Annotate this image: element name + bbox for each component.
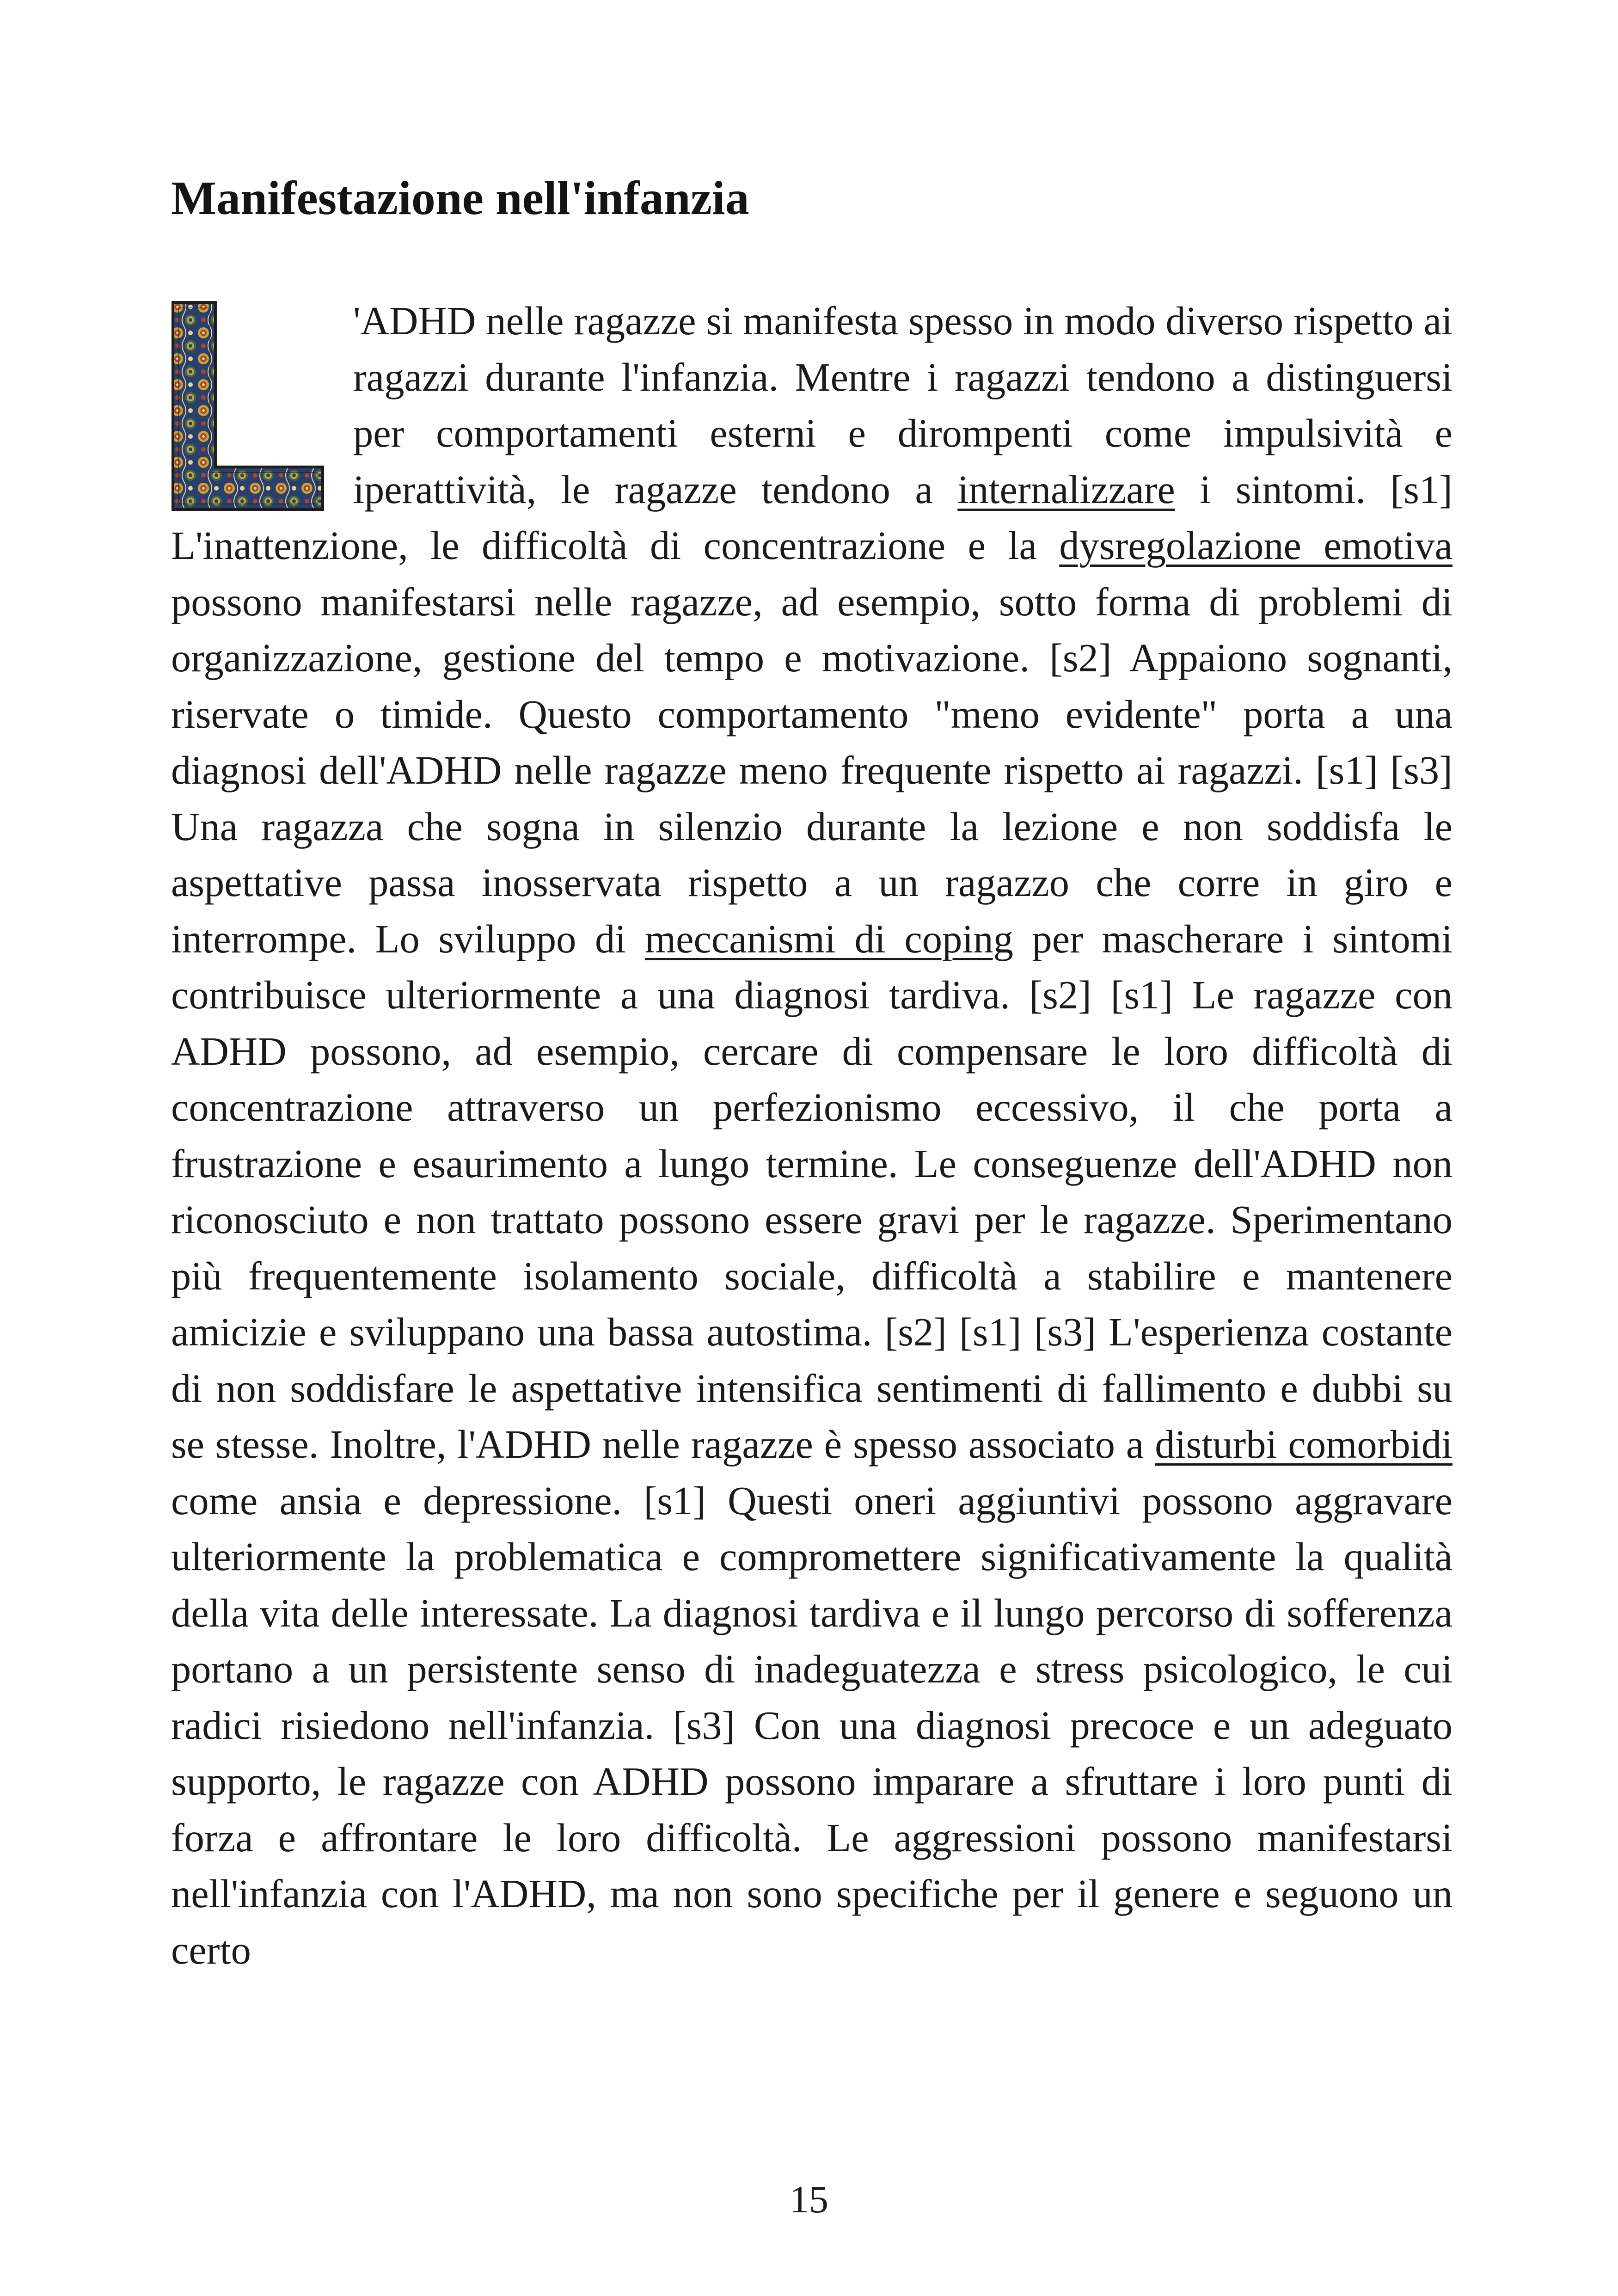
drop-cap-l (171, 301, 325, 511)
text-run: per mascherare i sintomi contribuisce ulteriormente a una diagnosi tardiva. [s2] [s1] Le ragazze con ADHD possono, ad esempio, cercare di compensare le loro difficoltà di concentrazione attraverso un perfezionismo eccessivo, il che porta a frustrazione e esaurimento a lungo termine. Le conseguenze dell'ADHD non riconosciuto e non trattato possono essere gravi per le ragazze. Sperimentano più frequentemente isolamento sociale, difficoltà a stabilire e mantenere amicizie e sviluppano una bassa autostima. [s2] [s1] [s3] L'esperienza costante di non soddisfare le aspettative intensifica sentimenti di fallimento e dubbi su se stesse. Inoltre, l'ADHD nelle ragazze è spesso associato a (171, 916, 1453, 1467)
body-paragraph (171, 293, 1453, 1978)
section-heading: Manifestazione nell'infanzia (171, 172, 749, 225)
text-run: possono manifestarsi nelle ragazze, ad esempio, sotto forma di problemi di organizzazione, gestione del tempo e motivazione. [s2] Appaiono sognanti, riservate o timide. Questo comportamento "meno evidente" porta a una diagnosi dell'ADHD nelle ragazze meno frequente rispetto ai ragazzi. [s1] [s3] Una ragazza che sogna in silenzio durante la lezione e non soddisfa le aspettative passa inosservata rispetto a un ragazzo che corre in giro e interrompe. Lo sviluppo di (171, 579, 1453, 961)
drop-cap-letter (171, 511, 172, 512)
underlined-term: internalizzare (957, 467, 1175, 512)
text-run: i sintomi. [s1] L'inattenzione, le difficoltà di concentrazione e la (171, 467, 1453, 568)
underlined-term: meccanismi di coping (644, 916, 1013, 961)
text-run: 'ADHD nelle ragazze si manifesta spesso in modo diverso rispetto ai ragazzi durante l'infanzia. Mentre i ragazzi tendono a distinguersi per comportamenti esterni e dirompenti come impulsività e iperattività, le ragazze tendono a (353, 299, 1453, 512)
underlined-term: disturbi comorbidi (1155, 1422, 1453, 1467)
ornamental-l-icon (171, 301, 325, 511)
text-run: come ansia e depressione. [s1] Questi oneri aggiuntivi possono aggravare ulteriormente la problematica e compromettere significativamente la qualità della vita delle interessate. La diagnosi tardiva e il lungo percorso di sofferenza portano a un persistente senso di inadeguatezza e stress psicologico, le cui radici risiedono nell'infanzia. [s3] Con una diagnosi precoce e un adeguato supporto, le ragazze con ADHD possono imparare a sfruttare i loro punti di forza e affrontare le loro difficoltà. Le aggressioni possono manifestarsi nell'infanzia con l'ADHD, ma non sono specifiche per il genere e seguono un certo (171, 1478, 1453, 1972)
page-number: 15 (790, 2178, 828, 2221)
underlined-term: dysregolazione emotiva (1059, 523, 1453, 568)
